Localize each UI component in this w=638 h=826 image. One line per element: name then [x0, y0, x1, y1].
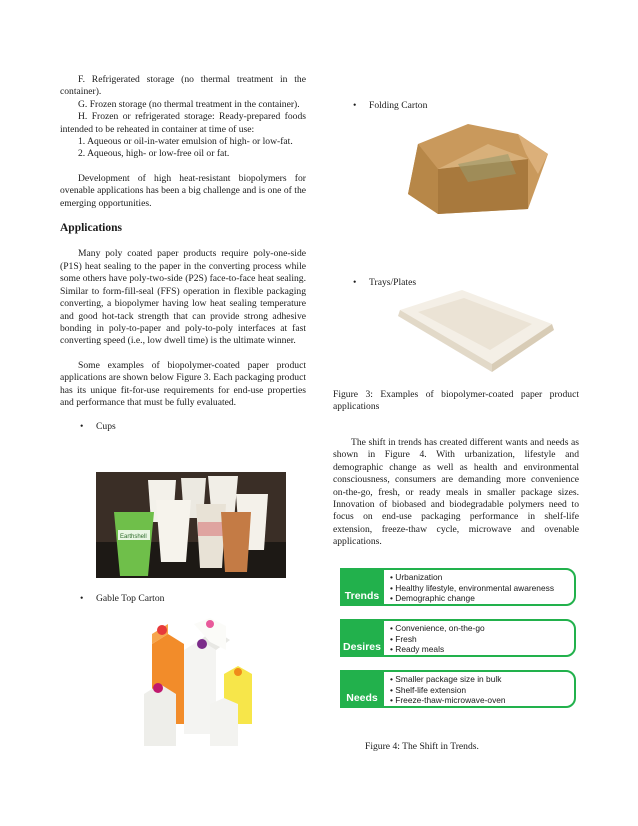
para-development: Development of high heat-resistant biopolymers for ovenable applications has been a big challenge and is one of the emerging opportunities. — [60, 172, 306, 209]
figure-4-caption: Figure 4: The Shift in Trends. — [365, 741, 479, 752]
list-item: • Demographic change — [390, 593, 475, 603]
bullet-dot: • — [353, 100, 357, 112]
trends-box — [376, 568, 576, 606]
cups-photo — [96, 472, 286, 578]
figure-3-caption-text: Figure 3: Examples of biopolymer-coated paper product applications — [333, 389, 579, 413]
bullet-folding-label: Folding Carton — [369, 100, 428, 112]
figure-4-row-desires — [340, 619, 576, 657]
figure-4-row-trends — [340, 568, 576, 606]
list-item: • Urbanization — [390, 572, 443, 582]
list-item: • Fresh — [390, 633, 417, 644]
para-aqueous-emulsion: 1. Aqueous or oil-in-water emulsion of high- or low-fat. — [78, 136, 293, 148]
list-item: • Freeze-thaw-microwave-oven — [390, 695, 506, 705]
bullet-dot: • — [353, 276, 357, 288]
bullet-folding-carton — [333, 100, 615, 112]
para-shift-in-trends — [333, 437, 579, 549]
bullet-dot: • — [80, 593, 84, 604]
gable-top-carton-photo — [140, 614, 264, 750]
desires-box — [376, 619, 576, 657]
bullet-cups — [60, 421, 306, 433]
para-frozen-refrigerated: H. Frozen or refrigerated storage: Ready-prepared foods intended to be reheated in container at time of use: — [60, 111, 306, 135]
para-heat-sealing: Many poly coated paper products require poly-one-side (P1S) heat sealing to the paper in the converting process while some others have poly-two-side (P2S) face-to-face heat sealing. Similar to form-fill-seal (FFS) operation in flexible packaging converting, a biopolymer having low heat sealing temperature and good hot-tack strength that can provide strong adhesive bonding in poly-to-paper and poly-to-poly interfaces at fast converting speed (i.e., low dwell time) is the ultimate winner. — [60, 248, 306, 347]
bullet-gable-label: Gable Top Carton — [96, 593, 165, 604]
list-item: • Ready meals — [390, 644, 445, 654]
figure-3-caption — [333, 389, 579, 414]
tray-photo — [392, 284, 558, 376]
list-item: • Healthy lifestyle, environmental awareness — [390, 582, 555, 593]
bullet-dot: • — [80, 421, 84, 433]
figure-4-row-needs — [340, 670, 576, 708]
para-shift-text: The shift in trends has created different wants and needs as shown in Figure 4. With urbanization, lifestyle and demographic change as well as health and environmental consciousness, consumers are demanding more convenience on-the-go, fresh, or ready meals in smaller package sizes. Innovation of biobased and biodegradable polymers need to focus on end-use packaging performance in shelf-life extension, freeze-thaw cycle, microwave and ovenable applications. — [333, 437, 579, 548]
desires-label: Desires — [340, 619, 384, 657]
section-heading-applications: Applications — [60, 222, 122, 235]
trends-label: Trends — [340, 568, 384, 606]
list-item: • Convenience, on-the-go — [390, 623, 485, 633]
para-refrigerated: F. Refrigerated storage (no thermal treatment in the container). — [60, 74, 306, 98]
bullet-cups-label: Cups — [96, 421, 116, 433]
folding-carton-photo — [398, 114, 556, 222]
para-examples: Some examples of biopolymer-coated paper product applications are shown below Figure 3. Each packaging product has its unique fit-for-use requirements for end-use properties and performance that must be fully evaluated. — [60, 359, 306, 408]
para-frozen: G. Frozen storage (no thermal treatment in the container). — [78, 98, 300, 110]
bullet-gable-top — [60, 593, 342, 605]
para-aqueous-oil: 2. Aqueous, high- or low-free oil or fat. — [78, 148, 230, 160]
cups-brand-text: Earthshell — [120, 534, 147, 540]
needs-label: Needs — [340, 670, 384, 708]
left-column — [60, 74, 306, 434]
list-item: • Smaller package size in bulk — [390, 674, 502, 684]
list-item: • Shelf-life extension — [390, 684, 467, 695]
bullet-trays-label: Trays/Plates — [369, 276, 417, 288]
needs-box — [376, 670, 576, 708]
